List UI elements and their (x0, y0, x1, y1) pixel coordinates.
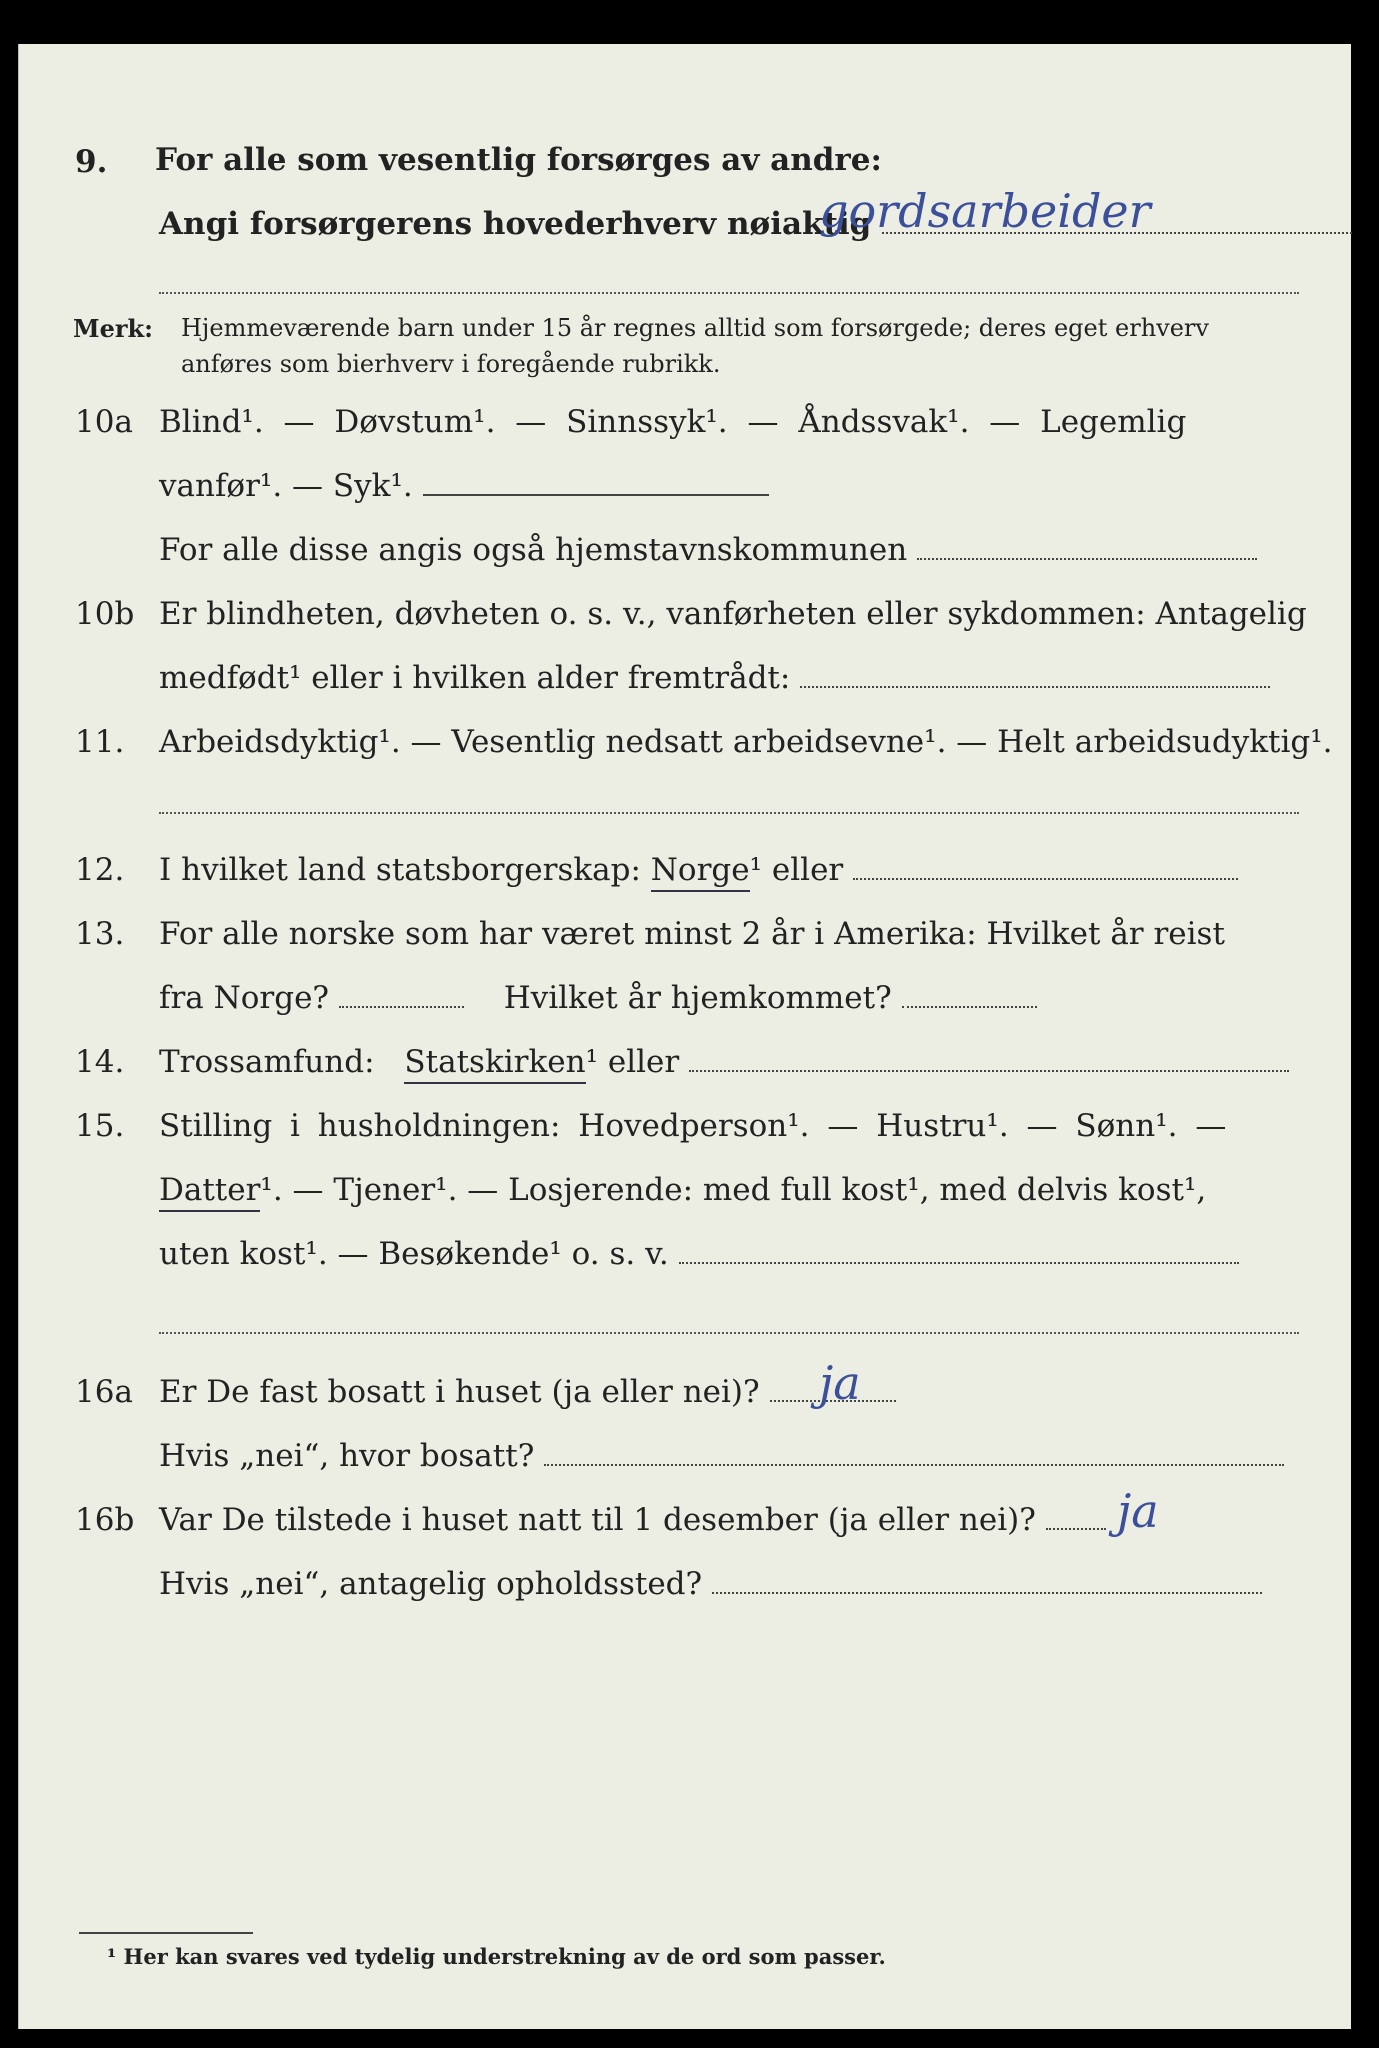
q10b-line2 (159, 660, 1270, 696)
q16b-line1-text: Var De tilstede i huset natt til 1 desember (ja eller nei)? (159, 1502, 1036, 1538)
q9-handwritten-answer: gordsarbeider (819, 184, 1151, 238)
q14-text: Trossamfund: (159, 1044, 375, 1080)
q16b-handwritten-answer: ja (1117, 1484, 1159, 1538)
q10a-line3-text: For alle disse angis også hjemstavnskommunen (159, 532, 908, 568)
q16a-line1 (159, 1374, 896, 1410)
q13-reist-line (339, 1004, 464, 1008)
q15-line3-text: uten kost¹. — Besøkende¹ o. s. v. (159, 1236, 669, 1272)
q14-underlined-answer: Statskirken (404, 1044, 585, 1084)
q16b-line2 (159, 1566, 1262, 1602)
census-form-page (18, 44, 1351, 2029)
q13-line1: For alle norske som har været minst 2 år i Amerika: Hvilket år reist (159, 916, 1225, 952)
q10b-answer-line (800, 684, 1270, 688)
q16b-answer-line (1046, 1526, 1106, 1530)
q9-line2 (159, 206, 1352, 242)
q10b-line2-text: medfødt¹ eller i hvilken alder fremtrådt: (159, 660, 791, 696)
q15-answer-line (679, 1260, 1239, 1264)
q12-underlined-answer: Norge (651, 852, 750, 892)
q13-number: 13. (75, 916, 125, 952)
q15-underlined-answer: Datter (159, 1172, 260, 1212)
q15-line2-rest: ¹. — Tjener¹. — Losjerende: med full kost¹, med delvis kost¹, (260, 1172, 1207, 1208)
q10a-kommune-line (917, 556, 1257, 560)
q14-post: ¹ eller (585, 1044, 680, 1080)
q10a-line2 (159, 468, 769, 504)
q10a-line2-text: vanfør¹. — Syk¹. (159, 468, 413, 504)
q16a-line2-text: Hvis „nei“, hvor bosatt? (159, 1438, 535, 1474)
q16a-line1-text: Er De fast bosatt i huset (ja eller nei)? (159, 1374, 760, 1410)
footnote-rule (79, 1932, 253, 1934)
q9-line2-text: Angi forsørgerens hovederhverv nøiaktig (159, 206, 872, 242)
q11-extra-line (159, 812, 1299, 814)
q10a-line1: Blind¹. — Døvstum¹. — Sinnssyk¹. — Åndssvak¹. — Legemlig (159, 404, 1187, 440)
q10a-syk-line (423, 494, 769, 496)
q14-number: 14. (75, 1044, 125, 1080)
q13-line2b: Hvilket år hjemkommet? (503, 980, 892, 1016)
footnote (107, 1944, 886, 1969)
q16b-opholdssted-line (712, 1590, 1262, 1594)
q14-line (159, 1044, 1289, 1080)
q12-post: ¹ eller (749, 852, 844, 888)
q16a-line2 (159, 1438, 1284, 1474)
footnote-mark: ¹ (107, 1944, 117, 1969)
q15-line2 (159, 1172, 1206, 1208)
q12-line (159, 852, 1238, 888)
q10a-line3 (159, 532, 1257, 568)
q15-line3 (159, 1236, 1239, 1272)
q10b-number: 10b (75, 596, 135, 632)
q10a-number: 10a (75, 404, 133, 440)
q9-line1: For alle som vesentlig forsørges av andre: (155, 142, 882, 178)
q9-extra-line (159, 292, 1299, 294)
q16a-bosatt-line (544, 1462, 1284, 1466)
q16b-line2-text: Hvis „nei“, antagelig opholdssted? (159, 1566, 703, 1602)
q10b-line1: Er blindheten, døvheten o. s. v., vanførheten eller sykdommen: Antagelig (159, 596, 1307, 632)
q15-line1: Stilling i husholdningen: Hovedperson¹. — Hustru¹. — Sønn¹. — (159, 1108, 1227, 1144)
merk-line2: anføres som bierhverv i foregående rubrikk. (181, 350, 721, 378)
q12-text: I hvilket land statsborgerskap: (159, 852, 641, 888)
q16a-number: 16a (75, 1374, 133, 1410)
q11-number: 11. (75, 724, 125, 760)
q16a-handwritten-answer: ja (819, 1356, 861, 1410)
q12-number: 12. (75, 852, 125, 888)
q11-line1: Arbeidsdyktig¹. — Vesentlig nedsatt arbeidsevne¹. — Helt arbeidsudyktig¹. (159, 724, 1333, 760)
q16b-number: 16b (75, 1502, 135, 1538)
q12-answer-line (853, 876, 1238, 880)
q15-extra-line (159, 1332, 1299, 1334)
merk-label: Merk: (73, 314, 153, 343)
q9-number: 9. (75, 144, 108, 180)
q13-hjemkommet-line (902, 1004, 1037, 1008)
merk-line1: Hjemmeværende barn under 15 år regnes alltid som forsørgede; deres eget erhverv (181, 314, 1209, 342)
q16b-line1 (159, 1502, 1106, 1538)
q13-line2a: fra Norge? (159, 980, 330, 1016)
footnote-text: Her kan svares ved tydelig understrekning av de ord som passer. (123, 1944, 886, 1969)
q13-line2 (159, 980, 1037, 1016)
q15-number: 15. (75, 1108, 125, 1144)
q14-answer-line (689, 1068, 1289, 1072)
